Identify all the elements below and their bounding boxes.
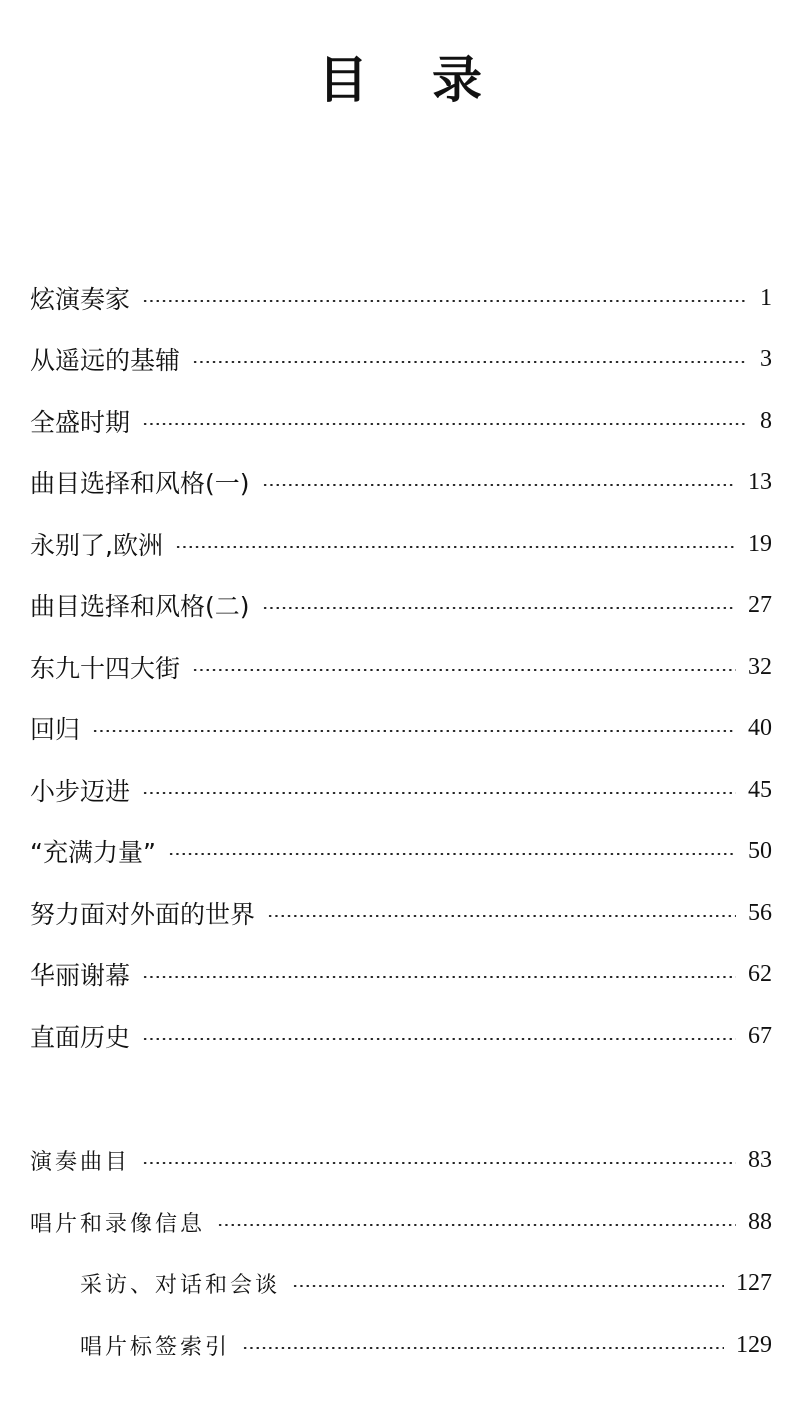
toc-entry-page: 8 xyxy=(760,407,772,434)
title-char-1: 目 xyxy=(318,50,368,109)
toc-entry[interactable] xyxy=(30,1202,772,1242)
toc-entry-page: 1 xyxy=(760,284,772,311)
toc-entry[interactable] xyxy=(30,831,772,871)
leader-dots xyxy=(192,669,736,671)
toc-entry-title: 曲目选择和风格(二) xyxy=(30,592,250,621)
leader-dots xyxy=(168,853,736,855)
leader-dots xyxy=(142,976,736,978)
toc-subentry[interactable] xyxy=(80,1263,772,1303)
toc-entry-title: 东九十四大街 xyxy=(30,654,181,683)
leader-dots xyxy=(217,1224,736,1226)
toc-entry-page: 88 xyxy=(748,1208,772,1235)
toc-entry-title: 永别了,欧洲 xyxy=(30,531,163,560)
leader-dots xyxy=(262,607,736,609)
toc-entry-page: 32 xyxy=(748,653,772,680)
leader-dots xyxy=(142,792,736,794)
toc-entry-page: 56 xyxy=(748,899,772,926)
toc-entry-title: 采访、对话和会谈 xyxy=(80,1272,281,1298)
leader-dots xyxy=(142,1162,736,1164)
leader-dots xyxy=(267,915,736,917)
toc-entry[interactable] xyxy=(30,401,772,441)
toc-entry-page: 45 xyxy=(748,776,772,803)
toc-entry-title: 全盛时期 xyxy=(30,408,131,437)
toc-entry-page: 50 xyxy=(748,837,772,864)
toc-entry[interactable] xyxy=(30,339,772,379)
toc-entry-page: 67 xyxy=(748,1022,772,1049)
toc-entry-title: 从遥远的基辅 xyxy=(30,346,181,375)
toc-entry-page: 129 xyxy=(736,1331,772,1358)
leader-dots xyxy=(142,300,748,302)
leader-dots xyxy=(92,730,736,732)
toc-entry[interactable] xyxy=(30,462,772,502)
toc-entry[interactable] xyxy=(30,770,772,810)
leader-dots xyxy=(192,361,748,363)
toc-entry-title: “充满力量” xyxy=(30,838,156,867)
toc-entry-page: 40 xyxy=(748,714,772,741)
toc-entry-title: 小步迈进 xyxy=(30,777,131,806)
toc-entry[interactable] xyxy=(30,647,772,687)
toc-entry[interactable] xyxy=(30,278,772,318)
toc-entry[interactable] xyxy=(30,954,772,994)
toc-entry-title: 唱片和录像信息 xyxy=(30,1211,206,1237)
toc-entry-page: 127 xyxy=(736,1269,772,1296)
leader-dots xyxy=(142,423,748,425)
toc-entry-title: 曲目选择和风格(一) xyxy=(30,469,250,498)
toc-entry[interactable] xyxy=(30,708,772,748)
toc-entry-page: 13 xyxy=(748,468,772,495)
toc-entry[interactable] xyxy=(30,524,772,564)
toc-entry[interactable] xyxy=(30,1016,772,1056)
toc-entry[interactable] xyxy=(30,1140,772,1180)
leader-dots xyxy=(242,1347,724,1349)
leader-dots xyxy=(175,546,736,548)
leader-dots xyxy=(292,1285,724,1287)
toc-entry-page: 27 xyxy=(748,591,772,618)
leader-dots xyxy=(142,1038,736,1040)
toc-entry-title: 唱片标签索引 xyxy=(80,1334,231,1360)
toc-entry[interactable] xyxy=(30,893,772,933)
toc-entry-page: 19 xyxy=(748,530,772,557)
toc-entry-page: 3 xyxy=(760,345,772,372)
toc-entry[interactable] xyxy=(30,585,772,625)
toc-entry-title: 演奏曲目 xyxy=(30,1149,131,1175)
toc-entry-title: 直面历史 xyxy=(30,1023,131,1052)
toc-entry-page: 83 xyxy=(748,1146,772,1173)
toc-subentry[interactable] xyxy=(80,1325,772,1365)
toc-entry-title: 回归 xyxy=(30,715,81,744)
toc-entry-title: 华丽谢幕 xyxy=(30,961,131,990)
leader-dots xyxy=(262,484,736,486)
toc-entry-title: 努力面对外面的世界 xyxy=(30,900,256,929)
toc-entry-page: 62 xyxy=(748,960,772,987)
title-char-2: 录 xyxy=(432,50,482,109)
toc-entry-title: 炫演奏家 xyxy=(30,285,131,314)
